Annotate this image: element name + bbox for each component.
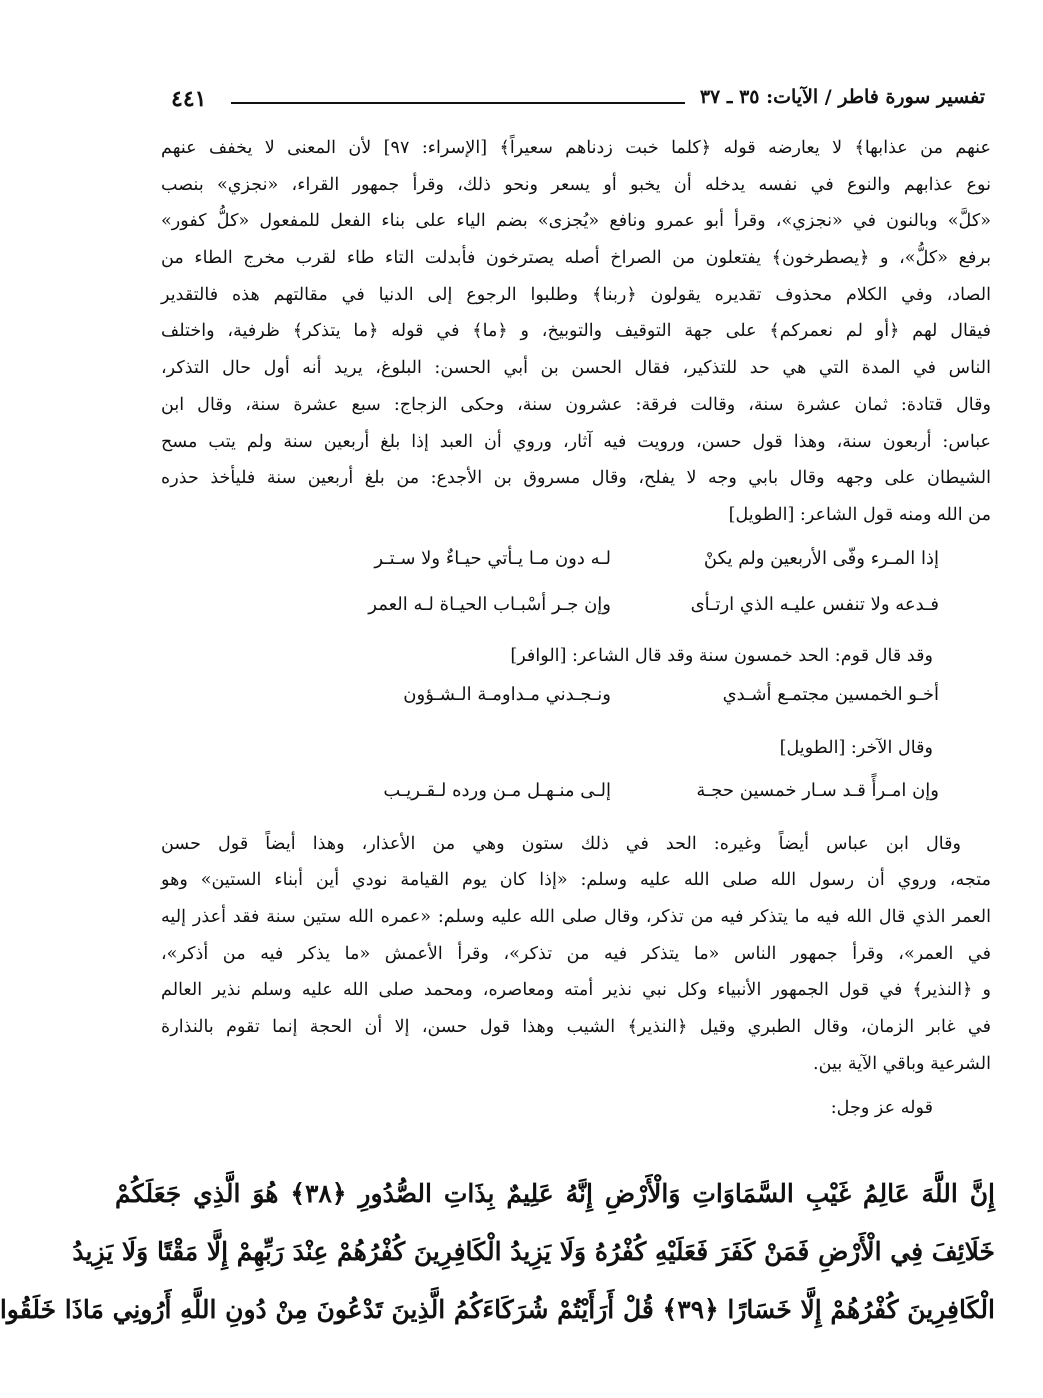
verse-hemistich-right: أخـو الخمسين مجتمـع أشـدي <box>722 683 939 705</box>
verse-hemistich-left: وإن جـر أسْبـاب الحيـاة لـه العمر <box>368 593 611 615</box>
verse-hemistich-right: إذا المـرء وفّى الأربعين ولم يكنْ <box>703 547 939 569</box>
quran-line: خَلَائِفَ فِي الْأَرْضِ فَمَنْ كَفَرَ فَعَلَيْهِ كُفْرُهُ وَلَا يَزِيدُ الْكَافِرِينَ كُفْرُهُمْ عِنْدَ رَبِّهِمْ إِلَّا مَقْتًا وَلَا يَزِيدُ <box>72 1237 995 1266</box>
paragraph-line: وقال ابن عباس أيضاً وغيره: الحد في ذلك ستون وهي من الأعذار، وهذا أيضاً قول حسن <box>161 833 961 854</box>
poem-verse <box>161 540 991 586</box>
page-header <box>171 86 985 116</box>
verse-hemistich-right: وإن امـرأً قـد سـار خمسين حجـة <box>696 779 939 801</box>
paragraph-line: برفع «كلُّ»، و ﴿يصطرخون﴾ يفتعلون من الصراخ أصله يصترخون فأبدلت التاء طاء لقرب مخرج الطاء من <box>161 248 991 269</box>
poem-intro: وقد قال قوم: الحد خمسون سنة وقد قال الشاعر: [الوافر] <box>510 645 933 666</box>
quran-text <box>0 1165 995 1339</box>
paragraph-line: من الله ومنه قول الشاعر: [الطويل] <box>728 504 991 525</box>
paragraph-line: نوع عذابهم والنوع في نفسه يدخله أن يخبو أو يسعر ونحو ذلك، وقرأ جمهور القراء، «نجزي» بنصب <box>161 174 991 195</box>
poem-verse <box>161 676 991 722</box>
running-title: تفسير سورة فاطر / الآيات: ٣٥ ـ ٣٧ <box>699 86 985 108</box>
paragraph-line: الصاد، وفي الكلام محذوف تقديره يقولون ﴿ربنا﴾ وطلبوا الرجوع إلى الدنيا في مقالتهم هذه فالتقدير <box>161 284 991 305</box>
paragraph-line: في العمر»، وقرأ جمهور الناس «ما يتذكر فيه من تذكر»، وقرأ الأعمش «ما يذكر فيه من أذكر»، <box>161 943 991 964</box>
page-number: ٤٤١ <box>171 86 207 112</box>
paragraph-line: الشيطان على وجهه وقال بابي وجه لا يفلح، وقال مسروق بن الأجدع: من بلغ أربعين سنة فليأخذ حذره <box>161 468 991 489</box>
poem-intro: وقال الآخر: [الطويل] <box>779 737 933 758</box>
paragraph-line: الشرعية وباقي الآية بين. <box>813 1053 991 1074</box>
paragraph-line: و ﴿النذير﴾ في قول الجمهور الأنبياء وكل نبي نذير أمته ومعاصره، ومحمد صلى الله عليه وسلم نذير العالم <box>161 980 991 1001</box>
quran-line: الْكَافِرِينَ كُفْرُهُمْ إِلَّا خَسَارًا ﴿٣٩﴾ قُلْ أَرَأَيْتُمْ شُرَكَاءَكُمُ الَّذِينَ تَدْعُونَ مِنْ دُونِ اللَّهِ أَرُونِي مَاذَا خَلَقُوا <box>0 1295 995 1324</box>
paragraph-line: «كلَّ» وبالنون في «نجزي»، وقرأ أبو عمرو ونافع «يُجزى» بضم الياء على بناء الفعل للمفعول «كلُّ كفور» <box>161 211 991 232</box>
verse-hemistich-left: لـه دون مـا يـأتي حيـاءٌ ولا سـتـر <box>374 547 611 569</box>
paragraph-line: متجه، وروي أن رسول الله صلى الله عليه وسلم: «إذا كان يوم القيامة نودي أين أبناء الستين» وهو <box>161 870 991 891</box>
verse-intro: قوله عز وجل: <box>830 1098 933 1119</box>
verse-hemistich-left: ونـجـدني مـداومـة الـشـؤون <box>403 683 611 705</box>
paragraph-line: فيقال لهم ﴿أو لم نعمركم﴾ على جهة التوقيف والتوبيخ، و ﴿ما﴾ في قوله ﴿ما يتذكر﴾ ظرفية، واختلف <box>161 321 991 342</box>
poem-verse <box>161 772 991 818</box>
commentary-body <box>161 130 991 1128</box>
quran-line: إِنَّ اللَّهَ عَالِمُ غَيْبِ السَّمَاوَاتِ وَالْأَرْضِ إِنَّهُ عَلِيمٌ بِذَاتِ الصُّدُورِ ﴿٣٨﴾ هُوَ الَّذِي جَعَلَكُمْ <box>115 1179 995 1208</box>
paragraph-line: عباس: أربعون سنة، وهذا قول حسن، ورويت فيه آثار، وروي أن العبد إذا بلغ أربعين سنة ولم يتب مسح <box>161 431 991 452</box>
paragraph-line: وقال قتادة: ثمان عشرة سنة، وقالت فرقة: عشرون سنة، وحكى الزجاج: سبع عشرة سنة، وقال ابن <box>161 394 991 415</box>
verse-hemistich-left: إلـى منـهـل مـن ورده لـقـريـب <box>383 779 611 801</box>
poem-verse <box>161 586 991 632</box>
header-rule <box>231 102 685 104</box>
paragraph-line: عنهم من عذابها﴾ لا يعارضه قوله ﴿كلما خبت زدناهم سعيراً﴾ [الإسراء: ٩٧] لأن المعنى لا يخفف عنهم <box>161 138 991 158</box>
paragraph-line: العمر الذي قال الله فيه ما يتذكر فيه من تذكر، وقال صلى الله عليه وسلم: «عمره الله ستين سنة فقد أعذر إليه <box>161 906 991 927</box>
paragraph-line: في غابر الزمان، وقال الطبري وقيل ﴿النذير﴾ الشيب وهذا قول حسن، إلا أن الحجة إنما تقوم بالنذارة <box>161 1017 991 1037</box>
paragraph-line: الناس في المدة التي هي حد للتذكير، فقال الحسن بن أبي الحسن: البلوغ، يريد أنه أول حال التذكر، <box>161 358 991 379</box>
verse-hemistich-right: فـدعه ولا تنفس عليـه الذي ارتـأى <box>690 593 939 615</box>
